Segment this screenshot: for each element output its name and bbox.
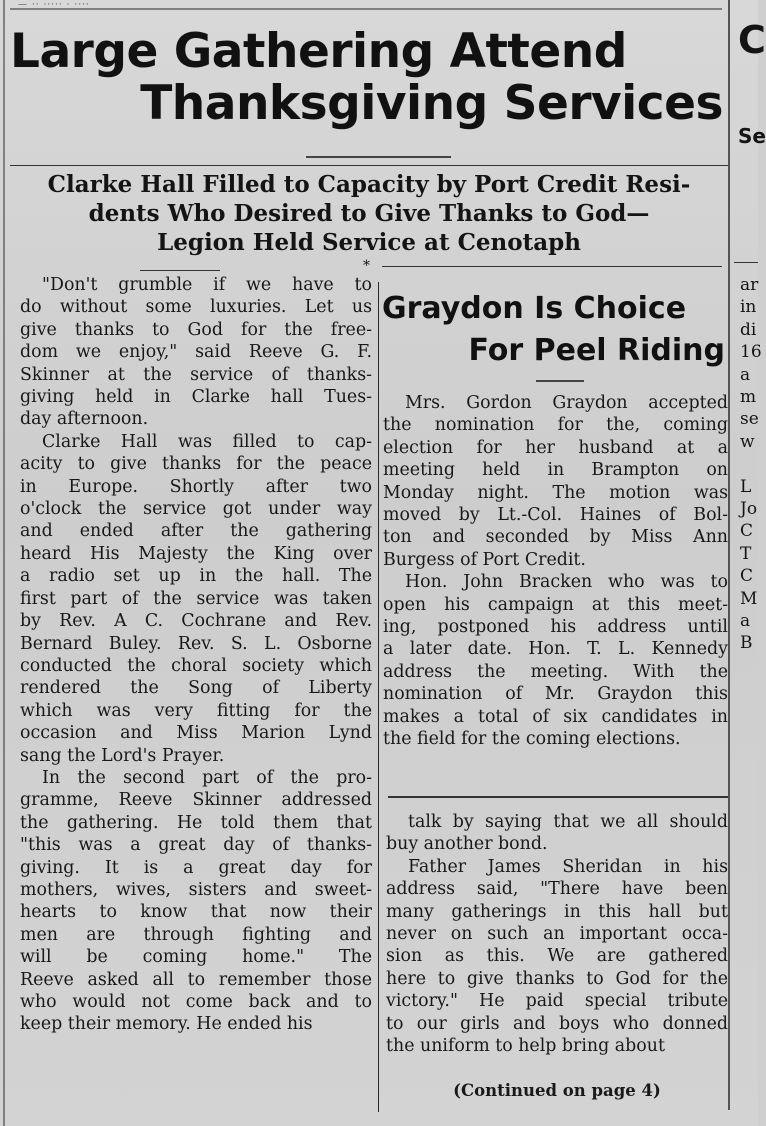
text-line: men are through fighting and [20,924,372,945]
text-line: the field for the coming elections. [383,729,681,750]
deck-line-2: dents Who Desired to Give Thanks to God— [88,200,650,227]
text-line: which was very fitting for the [20,700,372,721]
text-line: Burgess of Port Credit. [383,549,586,570]
left-paragraph-1 [20,274,372,431]
text-line: "Don't grumble if we have to [42,275,372,295]
deck-line-3: Legion Held Service at Cenotaph [157,229,581,256]
adjacent-text-line: C [740,521,754,542]
adjacent-text-line: C [740,566,754,587]
adjacent-text-line: se [740,409,759,430]
adjacent-text-line: L [740,476,752,497]
text-line: Reeve asked all to remember those [20,969,372,990]
text-line: never on such an important occa- [386,924,728,945]
text-line: open his campaign at this meet- [383,594,728,615]
text-line: the nomination for the, coming [383,415,728,436]
text-line: first part of the service was taken [20,588,372,609]
sub-headline-line-2: For Peel Riding [468,333,725,368]
text-line: occasion and Miss Marion Lynd [20,723,372,744]
continued-article-body [386,811,728,1057]
text-line: Father James Sheridan in his [408,856,728,877]
text-line: victory." He paid special tribute [386,991,728,1012]
text-line: Skinner at the service of thanks- [20,364,372,385]
adjacent-text-line: a [740,611,751,631]
right-paragraph-1 [386,811,728,856]
text-line: ton and seconded by Miss Ann [383,527,728,548]
deck-rule-right [382,266,722,267]
text-line: conducted the choral society which [20,655,372,676]
text-line: nomination of Mr. Graydon this [383,684,728,705]
text-line: gramme, Reeve Skinner addressed [20,790,372,811]
adjacent-text-line: T [740,543,752,564]
deck-subheadline [10,170,728,257]
text-line: who would not come back and to [20,992,372,1012]
text-line: giving. It is a great day for [20,857,372,878]
text-line: many gatherings in this hall but [386,901,728,922]
text-line: a radio set up in the hall. The [20,566,372,587]
left-column [20,274,372,1036]
page-edge [3,0,5,1126]
text-line: sang the Lord's Prayer. [20,745,225,766]
text-line: Bernard Buley. Rev. S. L. Osborne [20,633,372,654]
adjacent-text-line: 16 [740,342,762,363]
column-divider [378,282,379,1112]
text-line: mothers, wives, sisters and sweet- [20,879,372,900]
text-line: and ended after the gathering [20,521,372,542]
text-line: keep their memory. He ended his [20,1014,313,1035]
deck-rule-left [140,270,220,271]
text-line: o'clock the service got under way [20,499,372,520]
headline-line-2: Thanksgiving Services [140,76,723,131]
text-line: sion as this. We are gathered [386,946,728,967]
text-line: moved by Lt.-Col. Haines of Bol- [383,505,728,526]
headline-rule [306,156,451,158]
text-line: day afternoon. [20,409,149,430]
sub-paragraph-1 [383,392,728,571]
text-line: acity to give thanks for the peace [20,454,372,475]
text-line: meeting held in Brampton on [383,460,728,481]
text-line: do without some luxuries. Let us [20,297,372,318]
text-line: to our girls and boys who donned [386,1013,728,1034]
text-line: Mrs. Gordon Graydon accepted [405,393,728,413]
text-line: buy another bond. [386,834,548,855]
adjacent-headline-fragment: C [738,18,766,62]
text-line: makes a total of six candidates in [383,706,728,727]
text-line: Hon. John Bracken who was to [405,572,728,593]
adjacent-text-line: in [740,297,757,318]
text-line: in Europe. Shortly after two [20,476,372,497]
headline-line-1: Large Gathering Attend [10,24,627,79]
text-line: will be coming home." The [20,947,372,968]
top-scrap-text: — ·· ····· · ···· [18,0,90,10]
text-line: talk by saying that we all should [408,812,728,832]
text-line: address the meeting. With the [383,661,728,682]
text-line: election for her husband at a [383,437,728,458]
text-line: hearts to know that now their [20,902,372,923]
text-line: Clarke Hall was filled to cap- [42,431,372,452]
text-line: rendered the Song of Liberty [20,678,372,699]
deck-line-1: Clarke Hall Filled to Capacity by Port Credit Resi- [47,171,691,198]
sub-headline-rule [536,380,584,382]
right-paragraph-2 [386,856,728,1058]
text-line: address said, "There have been [386,879,728,900]
sub-paragraph-2 [383,571,728,750]
adjacent-subhead-fragment: Se [738,124,766,148]
adjacent-text-line: di [740,319,757,340]
sub-headline-line-1: Graydon Is Choice [382,291,687,326]
adjacent-text-line: m [740,387,757,407]
deck-top-rule [10,165,728,166]
left-paragraph-2 [20,431,372,767]
text-line: a later date. Hon. T. L. Kennedy [383,639,728,660]
adjacent-text-line: w [740,431,755,452]
text-line: giving held in Clarke hall Tues- [20,387,372,408]
sub-article-headline [380,288,725,372]
text-line: "this was a great day of thanks- [20,835,372,856]
text-line: the uniform to help bring about [386,1036,665,1057]
adjacent-text-line: B [740,633,753,654]
left-paragraph-3 [20,767,372,1036]
text-line: by Rev. A C. Cochrane and Rev. [20,611,372,632]
text-line: the gathering. He told them that [20,812,372,833]
right-column-rule [728,0,730,1110]
top-rule [10,8,722,10]
adjacent-text-line: M [740,588,758,609]
sub-article-end-rule [388,796,728,798]
adjacent-text-line: Jo [740,499,758,519]
adjacent-text-line: a [740,364,751,385]
text-line: give thanks to God for the free- [20,319,372,340]
continued-on-page-link: (Continued on page 4) [453,1081,661,1100]
text-line: heard His Majesty the King over [20,543,372,564]
headline [10,26,725,130]
adjacent-column-fragment [734,0,766,1126]
text-line: here to give thanks to God for the [386,968,728,989]
text-line: dom we enjoy," said Reeve G. F. [20,342,372,363]
text-line: Monday night. The motion was [383,482,728,503]
adjacent-text-line: ar [740,275,759,295]
sub-article-body [383,392,728,751]
star-ornament: * [363,258,370,274]
text-line: ing, postponed his address until [383,617,728,638]
text-line: In the second part of the pro- [42,767,372,788]
